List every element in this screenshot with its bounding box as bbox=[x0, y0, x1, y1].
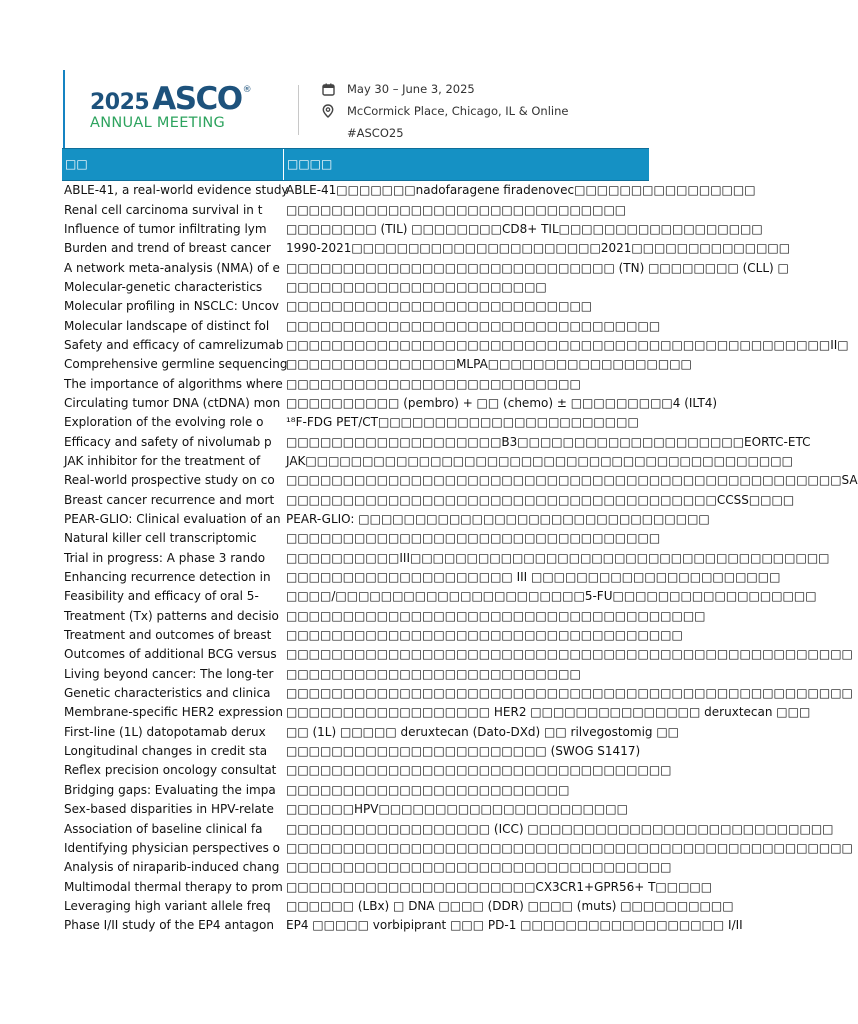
table-row bbox=[62, 413, 649, 432]
logo-wordmark bbox=[90, 81, 275, 117]
cell-title: Phase I/II study of the EP4 antagon bbox=[64, 918, 274, 933]
table-row bbox=[62, 858, 672, 877]
table-row bbox=[62, 665, 649, 684]
table-row bbox=[62, 316, 661, 335]
cell-translation: □□□□□□□□□□□□□□□□□□□B3□□□□□□□□□□□□□□□□□□□□EORTC-ETC bbox=[286, 434, 811, 449]
cell-title: Association of baseline clinical fa bbox=[64, 821, 263, 836]
table-row bbox=[62, 278, 649, 297]
cell-title: Bridging gaps: Evaluating the impa bbox=[64, 782, 276, 797]
table-row bbox=[62, 916, 743, 935]
cell-title: Reflex precision oncology consultat bbox=[64, 763, 277, 778]
cell-title: JAK inhibitor for the treatment of bbox=[64, 453, 261, 468]
cell-title: Sex-based disparities in HPV-relate bbox=[64, 802, 274, 817]
table-row bbox=[62, 510, 710, 529]
cell-title: Molecular-genetic characteristics bbox=[64, 279, 263, 294]
cell-translation: □□□□□□□□□□□□□□□□□□ (ICC) □□□□□□□□□□□□□□□□□□□□□□□□□□□ bbox=[286, 821, 834, 836]
cell-translation: □□□□□□□□□□III□□□□□□□□□□□□□□□□□□□□□□□□□□□□□□□□□□□□□ bbox=[286, 550, 830, 565]
table-row bbox=[62, 645, 853, 664]
cell-translation: PEAR-GLIO: □□□□□□□□□□□□□□□□□□□□□□□□□□□□□□□ bbox=[286, 512, 710, 527]
cell-translation: □□□□□□□□□□□□□□□□□□□□□□□□□□□□□□□□□□□□□□CCSS□□□□ bbox=[286, 492, 795, 507]
cell-title: Comprehensive germline sequencing bbox=[64, 357, 288, 372]
logo-year: 2025 bbox=[90, 90, 150, 115]
event-location: McCormick Place, Chicago, IL & Online bbox=[347, 104, 569, 118]
cell-title: A network meta-analysis (NMA) of e bbox=[64, 260, 280, 275]
table-row bbox=[62, 452, 793, 471]
logo-registered-mark: ® bbox=[242, 85, 252, 95]
cell-title: Feasibility and efficacy of oral 5- bbox=[64, 589, 259, 604]
cell-title: Longitudinal changes in credit sta bbox=[64, 744, 268, 759]
cell-title: Leveraging high variant allele freq bbox=[64, 898, 271, 913]
table-row bbox=[62, 626, 683, 645]
cell-translation: □□□□□□□□□□□□□□□□□□□□□□□□□□□ bbox=[286, 299, 593, 314]
table-row bbox=[62, 568, 781, 587]
event-info bbox=[321, 78, 568, 144]
logo-brand: ASCO bbox=[152, 81, 242, 117]
cell-translation: ¹⁸F-FDG PET/CT□□□□□□□□□□□□□□□□□□□□□□□ bbox=[286, 415, 639, 430]
table-row bbox=[62, 394, 718, 413]
table-row bbox=[62, 703, 811, 722]
cell-title: Safety and efficacy of camrelizumab bbox=[64, 337, 284, 352]
cell-title: Living beyond cancer: The long-ter bbox=[64, 666, 274, 681]
cell-title: Membrane-specific HER2 expression bbox=[64, 705, 283, 720]
event-date: May 30 – June 3, 2025 bbox=[347, 82, 475, 96]
cell-translation: □□□□□□□□□□□□□□□□□□□□□□□ bbox=[286, 279, 547, 294]
cell-title: Efficacy and safety of nivolumab p bbox=[64, 434, 272, 449]
cell-title: Molecular landscape of distinct fol bbox=[64, 318, 270, 333]
cell-title: Treatment and outcomes of breast bbox=[64, 628, 272, 643]
cell-translation: □□□□□□ (LBx) □ DNA □□□□ (DDR) □□□□ (muts) □□□□□□□□□□ bbox=[286, 898, 734, 913]
cell-translation: □□□□□□□□□□□□□□□□□□□□□□□□□□ bbox=[286, 666, 581, 681]
abstract-table bbox=[62, 148, 858, 935]
cell-translation: JAK□□□□□□□□□□□□□□□□□□□□□□□□□□□□□□□□□□□□□□□□□□□ bbox=[286, 453, 793, 468]
cell-translation: □□□□□□□□□□□□□□□□□□□□□□□□□□□□□□□□□□□□□□□□□□□□□□□□□SA bbox=[286, 473, 858, 488]
calendar-icon bbox=[321, 82, 335, 96]
cell-translation: □□□□□□□□□□□□□□□MLPA□□□□□□□□□□□□□□□□□□ bbox=[286, 357, 692, 372]
table-row bbox=[62, 877, 713, 896]
table-row bbox=[62, 897, 734, 916]
table-row bbox=[62, 355, 692, 374]
cell-title: ABLE-41, a real-world evidence study bbox=[64, 183, 289, 198]
cell-translation: ABLE-41□□□□□□□nadofaragene firadenovec□□□□□□□□□□□□□□□□ bbox=[286, 183, 756, 198]
column-header-translation: □□□□ bbox=[287, 157, 333, 171]
cell-translation: □□□□□□□□□□ (pembro) + □□ (chemo) ± □□□□□□□□□4 (ILT4) bbox=[286, 395, 718, 410]
table-row bbox=[62, 220, 763, 239]
cell-translation: □□□□□□□□□□□□□□□□□□□□□□□□□□□□□□□□□□□□□□□□□□□□□□□□II□ bbox=[286, 337, 849, 352]
table-row bbox=[62, 839, 853, 858]
cell-translation: □□□□□□□□□□□□□□□□□□□□□□□ (SWOG S1417) bbox=[286, 744, 641, 759]
cell-translation: □□□□□□□□□□□□□□□□□□□□□□□□□□□□□□□□□□□□□□□□□□□□□□□□□□ bbox=[286, 647, 853, 662]
cell-title: Genetic characteristics and clinica bbox=[64, 686, 271, 701]
cell-title: Burden and trend of breast cancer bbox=[64, 241, 271, 256]
cell-translation: □□□□□□□□□□□□□□□□□□□□□□□□□□□□□□□□□□□ bbox=[286, 628, 683, 643]
cell-translation: □□□□□□□□□□□□□□□□□□□□□□□□□□□□□□□□□□□□□□□□□□□□□□□□□□ bbox=[286, 840, 853, 855]
event-date-row bbox=[321, 78, 568, 100]
table-row bbox=[62, 723, 680, 742]
table-row bbox=[62, 200, 649, 219]
table-row bbox=[62, 432, 811, 451]
table-row bbox=[62, 684, 853, 703]
cell-title: Enhancing recurrence detection in bbox=[64, 570, 271, 585]
cell-title: Analysis of niraparib-induced chang bbox=[64, 860, 280, 875]
cell-title: Trial in progress: A phase 3 rando bbox=[64, 550, 266, 565]
table-row bbox=[62, 781, 649, 800]
table-row bbox=[62, 374, 649, 393]
cell-translation: □□□□□□□□□□□□□□□□□□□□□□□□□□□□□□□□□□□□□ bbox=[286, 608, 706, 623]
cell-translation: □□ (1L) □□□□□ deruxtecan (Dato-DXd) □□ rilvegostomig □□ bbox=[286, 724, 680, 739]
cell-translation: □□□□□□□□□□□□□□□□□□□□□□CX3CR1+GPR56+ T□□□□□ bbox=[286, 879, 713, 894]
cell-title: Treatment (Tx) patterns and decisio bbox=[64, 608, 279, 623]
cell-translation: □□□□□□□□□□□□□□□□□□□□□□□□□□ bbox=[286, 376, 581, 391]
header-divider bbox=[298, 85, 299, 135]
cell-translation: □□□□□□□□□□□□□□□□□□ HER2 □□□□□□□□□□□□□□□ deruxtecan □□□ bbox=[286, 705, 811, 720]
table-row bbox=[62, 819, 834, 838]
cell-title: PEAR-GLIO: Clinical evaluation of an bbox=[64, 512, 281, 527]
cell-translation: □□□□□□□□□□□□□□□□□□□□□□□□□□□□□□□□□ bbox=[286, 318, 661, 333]
cell-title: Exploration of the evolving role o bbox=[64, 415, 264, 430]
cell-translation: □□□□□□□□□□□□□□□□□□□□□□□□□□□□□□□□□ bbox=[286, 531, 661, 546]
event-location-row bbox=[321, 100, 568, 122]
table-row bbox=[62, 800, 649, 819]
table-header bbox=[62, 148, 649, 181]
cell-translation: EP4 □□□□□ vorbipiprant □□□ PD-1 □□□□□□□□□□□□□□□□□□ I/II bbox=[286, 918, 743, 933]
table-row bbox=[62, 258, 789, 277]
cell-translation: □□□□□□□□□□□□□□□□□□□□□□□□□ bbox=[286, 782, 570, 797]
event-hashtag: #ASCO25 bbox=[347, 126, 404, 140]
cell-translation: □□□□□□□□□□□□□□□□□□□□□□□□□□□□□□□□□□ bbox=[286, 763, 672, 778]
cell-title: Identifying physician perspectives o bbox=[64, 840, 280, 855]
cell-title: Influence of tumor infiltrating lym bbox=[64, 221, 267, 236]
cell-title: Outcomes of additional BCG versus bbox=[64, 647, 277, 662]
cell-title: The importance of algorithms where bbox=[64, 376, 283, 391]
event-header bbox=[63, 70, 648, 148]
cell-title: Molecular profiling in NSCLC: Uncov bbox=[64, 299, 280, 314]
cell-title: Breast cancer recurrence and mort bbox=[64, 492, 275, 507]
cell-title: Real-world prospective study on co bbox=[64, 473, 275, 488]
cell-title: Renal cell carcinoma survival in t bbox=[64, 202, 263, 217]
table-row bbox=[62, 529, 661, 548]
cell-translation: □□□□□□□□ (TIL) □□□□□□□□CD8+ TIL□□□□□□□□□□□□□□□□□□ bbox=[286, 221, 763, 236]
column-header-title: □□ bbox=[62, 149, 284, 180]
cell-title: Natural killer cell transcriptomic bbox=[64, 531, 257, 546]
cell-title: Multimodal thermal therapy to prom bbox=[64, 879, 283, 894]
cell-translation: 1990-2021□□□□□□□□□□□□□□□□□□□□□□2021□□□□□□□□□□□□□□ bbox=[286, 241, 791, 256]
table-row bbox=[62, 471, 858, 490]
cell-title: Circulating tumor DNA (ctDNA) mon bbox=[64, 395, 281, 410]
event-hashtag-row bbox=[321, 122, 568, 144]
logo-subtitle: ANNUAL MEETING bbox=[90, 115, 226, 131]
cell-translation: □□□□□□□□□□□□□□□□□□□□□□□□□□□□□□□□□□□□□□□□□□□□□□□□□□ bbox=[286, 686, 853, 701]
table-row bbox=[62, 587, 817, 606]
table-row bbox=[62, 607, 706, 626]
cell-translation: □□□□□□□□□□□□□□□□□□□□□□□□□□□□□□□□□□ bbox=[286, 860, 672, 875]
cell-translation: □□□□□□□□□□□□□□□□□□□□□□□□□□□□□ (TN) □□□□□□□□ (CLL) □ bbox=[286, 260, 789, 275]
accent-rule bbox=[63, 70, 65, 148]
cell-translation: □□□□□□□□□□□□□□□□□□□□□□□□□□□□□□ bbox=[286, 202, 627, 217]
table-row bbox=[62, 297, 649, 316]
asco-logo bbox=[90, 81, 275, 131]
table-row bbox=[62, 742, 649, 761]
location-pin-icon bbox=[321, 104, 335, 118]
table-row bbox=[62, 336, 849, 355]
cell-title: First-line (1L) datopotamab derux bbox=[64, 724, 266, 739]
cell-translation: □□□□□□HPV□□□□□□□□□□□□□□□□□□□□□□ bbox=[286, 802, 628, 817]
table-row bbox=[62, 761, 672, 780]
table-row bbox=[62, 239, 791, 258]
table-row bbox=[62, 181, 756, 200]
cell-translation: □□□□/□□□□□□□□□□□□□□□□□□□□□□5-FU□□□□□□□□□□□□□□□□□□ bbox=[286, 589, 817, 604]
table-body bbox=[62, 181, 858, 935]
cell-translation: □□□□□□□□□□□□□□□□□□□□ III □□□□□□□□□□□□□□□□□□□□□□ bbox=[286, 570, 781, 585]
table-row bbox=[62, 491, 795, 510]
table-row bbox=[62, 549, 830, 568]
